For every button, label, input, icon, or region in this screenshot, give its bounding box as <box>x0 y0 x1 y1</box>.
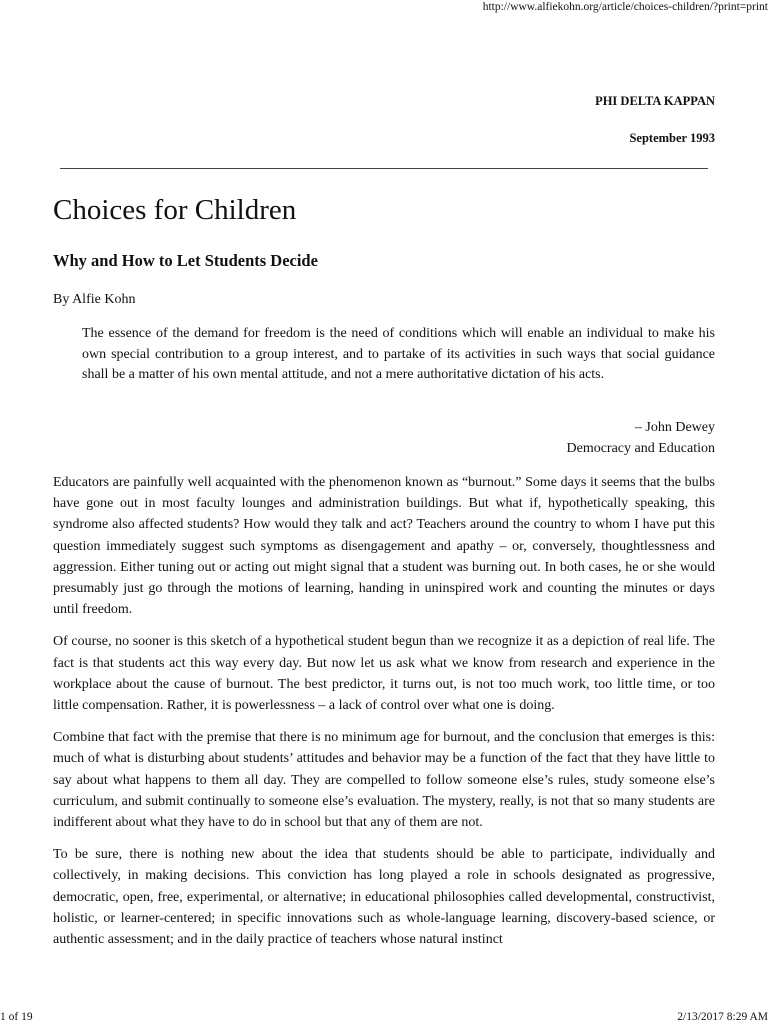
paragraph: Educators are painfully well acquainted with the phenomenon known as “burnout.” Some days it seems that the bulbs have gone out in most faculty lounges and administration buildings. But what if, hypothetically speaking, this syndrome also affected students? How would they talk and act? Teachers around the country to whom I have put this question immediately suggest such symptoms as disengagement and apathy – or, conversely, thoughtlessness and aggression. Either tuning out or acting out might signal that a student was burning out. In both cases, he or she would presumably just go through the motions of learning, handing in uninspired work and counting the minutes or days until freedom. <box>53 475 715 618</box>
journal-name: PHI DELTA KAPPAN <box>595 94 715 108</box>
paragraph: Combine that fact with the premise that there is no minimum age for burnout, and the conclusion that emerges is this: much of what is disturbing about students’ attitudes and behavior may be a function of the fact that they have little to say about what happens to them all day. They are compelled to follow someone else’s rules, study someone else’s curriculum, and submit continually to someone else’s evaluation. The mystery, really, is not that so many students are indifferent about what they have to do in school but that any of them are not. <box>53 730 715 831</box>
masthead <box>53 92 715 147</box>
print-timestamp: 2/13/2017 8:29 AM <box>677 1011 768 1023</box>
article-subtitle: Why and How to Let Students Decide <box>53 251 318 270</box>
article-body <box>53 472 715 961</box>
article-title: Choices for Children <box>53 194 297 226</box>
issue-date: September 1993 <box>629 131 715 145</box>
epigraph-source: Democracy and Education <box>566 440 715 456</box>
header-divider <box>60 168 708 169</box>
byline: By Alfie Kohn <box>53 292 136 307</box>
paragraph: Of course, no sooner is this sketch of a hypothetical student begun than we recognize it as a depiction of real life. The fact is that students act this way every day. But now let us ask what we know from research and experience in the workplace about the cause of burnout. The best predictor, it turns out, is not too much work, too little time, or too little compensation. Rather, it is powerlessness – a lack of control over what one is doing. <box>53 634 715 714</box>
print-url: http://www.alfiekohn.org/article/choices-children/?print=print <box>482 1 768 13</box>
page-number: 1 of 19 <box>0 1011 33 1023</box>
epigraph-attribution <box>567 418 716 459</box>
epigraph-author: – John Dewey <box>634 420 715 435</box>
paragraph: To be sure, there is nothing new about the idea that students should be able to participate, individually and collectively, in making decisions. This conviction has long played a role in schools designated as progressive, democratic, open, free, experimental, or alternative; in educational philosophies called developmental, constructivist, holistic, or learner-centered; in specific innovations such as whole-language learning, discovery-based science, or authentic assessment; and in the daily practice of teachers whose natural instinct <box>53 847 715 948</box>
epigraph-quote: The essence of the demand for freedom is the need of conditions which will enable an individual to make his own special contribution to a group interest, and to partake of its activities in such ways that social guidance shall be a matter of his own mental attitude, and not a mere authoritative dictation of his acts. <box>82 326 715 383</box>
